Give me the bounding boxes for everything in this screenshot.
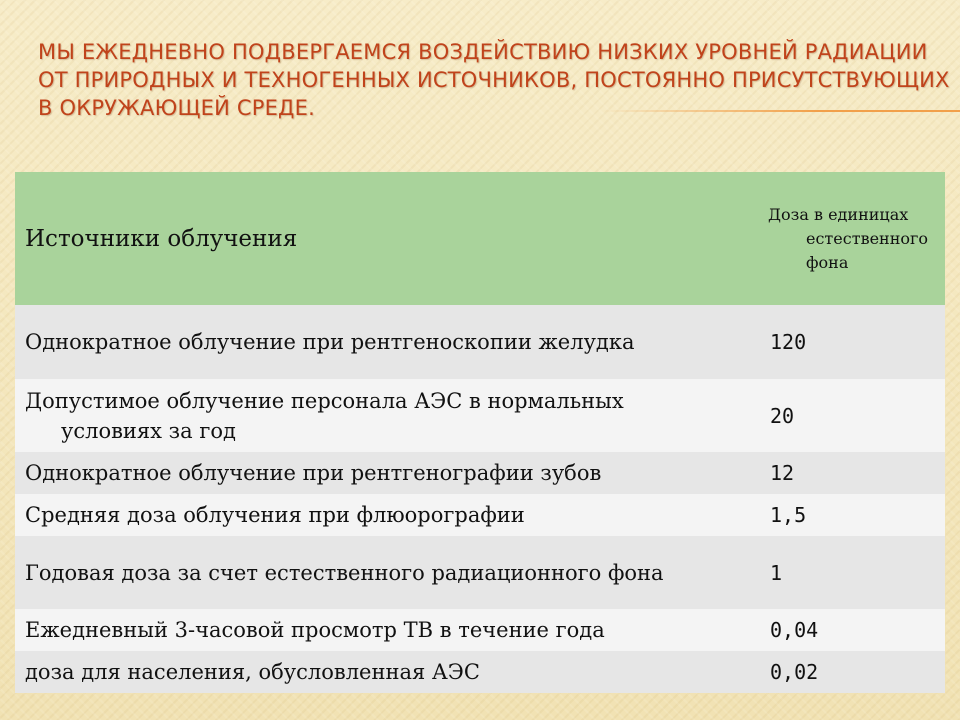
- row-source: Годовая доза за счет естественного радиационного фона: [15, 536, 750, 609]
- row-source: Ежедневный 3-часовой просмотр ТВ в течение года: [15, 609, 750, 651]
- row-source: доза для населения, обусловленная АЭС: [15, 651, 750, 693]
- header-dose-line-1: Доза в единицах: [768, 204, 909, 224]
- radiation-sources-table: [15, 172, 945, 693]
- table-row: [15, 651, 945, 693]
- row-dose: 20: [750, 379, 945, 452]
- header-source: Источники облучения: [15, 172, 750, 305]
- header-dose-line-2: естественного: [806, 228, 929, 248]
- row-source: Средняя доза облучения при флюорографии: [15, 494, 750, 536]
- header-dose: [750, 172, 945, 305]
- table-row: [15, 452, 945, 494]
- table-row: [15, 536, 945, 609]
- title-line-3: В ОКРУЖАЮЩЕЙ СРЕДЕ.: [38, 96, 316, 120]
- table-row: [15, 305, 945, 379]
- row-dose: 1: [750, 536, 945, 609]
- row-dose: 0,02: [750, 651, 945, 693]
- table-header-row: [15, 172, 945, 305]
- row-dose: 0,04: [750, 609, 945, 651]
- title-line-1: МЫ ЕЖЕДНЕВНО ПОДВЕРГАЕМСЯ ВОЗДЕЙСТВИЮ НИЗКИХ УРОВНЕЙ РАДИАЦИИ: [38, 40, 928, 64]
- table-row: [15, 494, 945, 536]
- row-source: Однократное облучение при рентгенографии зубов: [15, 452, 750, 494]
- row-source-line-2: условиях за год: [61, 418, 236, 443]
- title-divider: [600, 110, 960, 112]
- row-source: [15, 379, 750, 452]
- table-row: [15, 379, 945, 452]
- row-source-line-1: Допустимое облучение персонала АЭС в нормальных: [25, 388, 624, 413]
- row-dose: 120: [750, 305, 945, 379]
- header-dose-line-3: фона: [806, 252, 849, 272]
- table-row: [15, 609, 945, 651]
- title-line-2: ОТ ПРИРОДНЫХ И ТЕХНОГЕННЫХ ИСТОЧНИКОВ, ПОСТОЯННО ПРИСУТСТВУЮЩИХ: [38, 68, 950, 92]
- row-dose: 12: [750, 452, 945, 494]
- row-source: Однократное облучение при рентгеноскопии желудка: [15, 305, 750, 379]
- row-dose: 1,5: [750, 494, 945, 536]
